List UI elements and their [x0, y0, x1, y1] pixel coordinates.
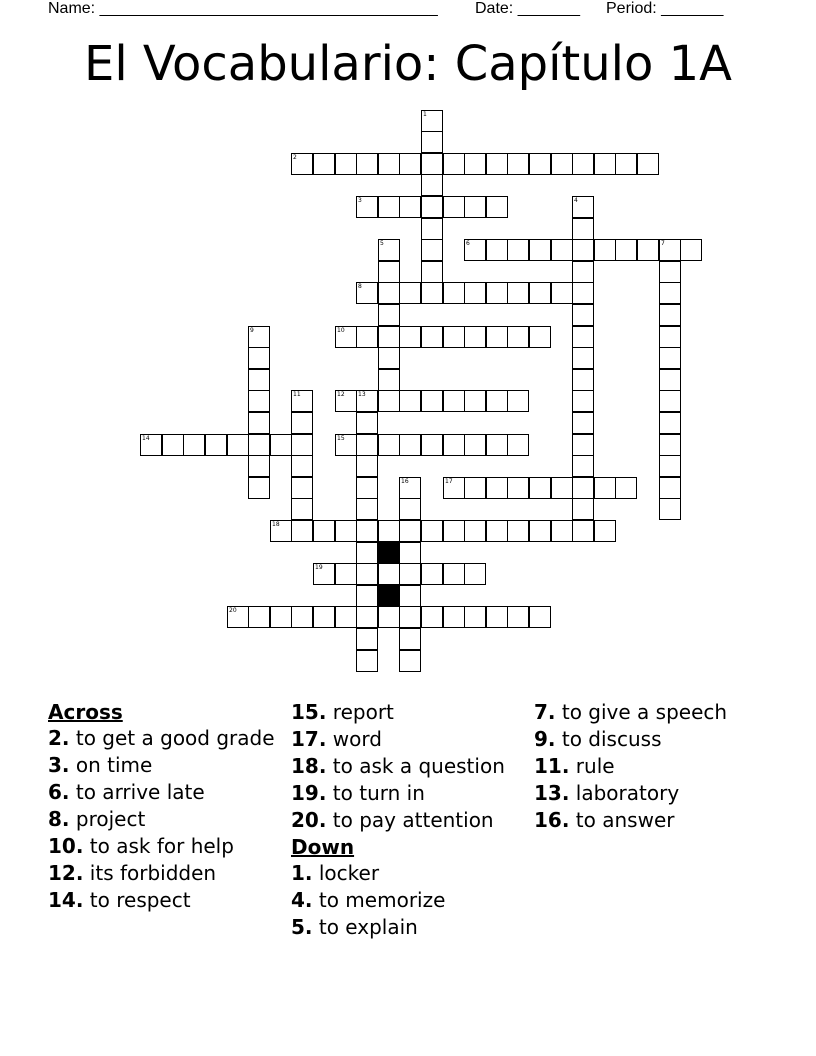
crossword-cell[interactable] [529, 153, 551, 175]
crossword-cell[interactable] [421, 153, 443, 175]
clue-item [291, 700, 526, 724]
crossword-cell[interactable] [486, 196, 508, 218]
crossword-cell[interactable] [659, 434, 681, 456]
crossword-cell[interactable] [659, 304, 681, 326]
crossword-cell[interactable] [507, 326, 529, 348]
clue-number: 17 [445, 478, 453, 485]
crossword-cell[interactable] [507, 520, 529, 542]
crossword-cell[interactable] [615, 477, 637, 499]
crossword-cell[interactable] [335, 563, 357, 585]
clue-number: 8 [358, 283, 362, 290]
crossword-cell[interactable] [421, 282, 443, 304]
crossword-cell[interactable] [486, 326, 508, 348]
crossword-cell[interactable] [464, 606, 486, 628]
crossword-cell[interactable] [659, 455, 681, 477]
crossword-cell[interactable] [248, 455, 270, 477]
crossword-cell[interactable] [291, 455, 313, 477]
clue-item [291, 754, 526, 778]
crossword-cell[interactable] [572, 326, 594, 348]
date-field[interactable]: Date: _______ [475, 0, 580, 17]
crossword-cell[interactable] [356, 606, 378, 628]
crossword-cell[interactable] [594, 477, 616, 499]
crossword-cell[interactable] [443, 434, 465, 456]
clue-number-label: 1. [291, 861, 313, 885]
crossword-cell[interactable] [464, 390, 486, 412]
clue-text: its forbidden [83, 861, 217, 885]
crossword-cell[interactable] [378, 563, 400, 585]
crossword-cell[interactable] [615, 239, 637, 261]
crossword-cell[interactable] [659, 239, 681, 261]
clue-column-3 [534, 700, 774, 835]
crossword-cell[interactable] [507, 477, 529, 499]
crossword-cell[interactable] [507, 239, 529, 261]
crossword-cell[interactable] [464, 153, 486, 175]
crossword-cell[interactable] [313, 520, 335, 542]
crossword-cell[interactable] [378, 282, 400, 304]
crossword-cell[interactable] [421, 326, 443, 348]
clue-text: to ask for help [83, 834, 234, 858]
clue-item [48, 753, 278, 777]
clue-number-label: 12. [48, 861, 84, 885]
clue-number-label: 3. [48, 753, 70, 777]
crossword-cell[interactable] [291, 434, 313, 456]
crossword-cell[interactable] [551, 153, 573, 175]
clue-number-label: 19. [291, 781, 327, 805]
crossword-cell[interactable] [291, 606, 313, 628]
crossword-cell[interactable] [486, 477, 508, 499]
clue-text: to get a good grade [69, 726, 275, 750]
crossword-cell[interactable] [378, 369, 400, 391]
crossword-cell[interactable] [443, 606, 465, 628]
crossword-cell[interactable] [399, 628, 421, 650]
crossword-cell[interactable] [572, 498, 594, 520]
crossword-cell[interactable] [572, 239, 594, 261]
crossword-cell[interactable] [248, 412, 270, 434]
clue-number-label: 8. [48, 807, 70, 831]
crossword-cell[interactable] [421, 131, 443, 153]
crossword-cell[interactable] [248, 347, 270, 369]
clue-text: to memorize [312, 888, 446, 912]
crossword-cell[interactable] [507, 606, 529, 628]
page-title: El Vocabulario: Capítulo 1A [83, 36, 733, 92]
crossword-cell[interactable] [572, 347, 594, 369]
clue-item [291, 808, 526, 832]
clue-heading-down: Down [291, 835, 355, 859]
crossword-cell[interactable] [270, 520, 292, 542]
clue-text: to turn in [326, 781, 425, 805]
crossword-cell[interactable] [356, 542, 378, 564]
clue-item [48, 861, 278, 885]
crossword-cell[interactable] [594, 239, 616, 261]
crossword-cell[interactable] [594, 520, 616, 542]
crossword-cell[interactable] [356, 196, 378, 218]
crossword-cell[interactable] [443, 520, 465, 542]
clue-number: 5 [380, 240, 384, 247]
crossword-cell[interactable] [421, 174, 443, 196]
crossword-cell[interactable] [464, 196, 486, 218]
clue-number: 14 [142, 435, 150, 442]
clue-number: 10 [337, 327, 345, 334]
crossword-cell[interactable] [507, 153, 529, 175]
black-square [378, 585, 400, 607]
crossword-cell[interactable] [378, 196, 400, 218]
crossword-cell[interactable] [551, 477, 573, 499]
clue-number: 16 [401, 478, 409, 485]
crossword-cell[interactable] [291, 153, 313, 175]
crossword-cell[interactable] [399, 326, 421, 348]
clue-item [48, 780, 278, 804]
crossword-cell[interactable] [421, 239, 443, 261]
crossword-cell[interactable] [486, 390, 508, 412]
clue-number: 18 [272, 521, 280, 528]
clue-text: laboratory [569, 781, 680, 805]
crossword-cell[interactable] [378, 304, 400, 326]
crossword-cell[interactable] [378, 434, 400, 456]
crossword-cell[interactable] [335, 326, 357, 348]
period-field[interactable]: Period: _______ [606, 0, 724, 17]
crossword-cell[interactable] [205, 434, 227, 456]
clue-item [291, 915, 526, 939]
clue-number: 9 [250, 327, 254, 334]
crossword-cell[interactable] [659, 261, 681, 283]
crossword-cell[interactable] [291, 498, 313, 520]
clue-number-label: 13. [534, 781, 570, 805]
crossword-cell[interactable] [659, 369, 681, 391]
clue-text: on time [69, 753, 153, 777]
crossword-cell[interactable] [572, 390, 594, 412]
clue-number-label: 20. [291, 808, 327, 832]
clue-item [534, 727, 774, 751]
crossword-cell[interactable] [335, 520, 357, 542]
crossword-cell[interactable] [637, 239, 659, 261]
clue-item [534, 781, 774, 805]
clue-item [534, 808, 774, 832]
crossword-cell[interactable] [486, 520, 508, 542]
crossword-cell[interactable] [507, 434, 529, 456]
crossword-cell[interactable] [291, 520, 313, 542]
clue-number-label: 5. [291, 915, 313, 939]
clue-number-label: 11. [534, 754, 570, 778]
crossword-cell[interactable] [680, 239, 702, 261]
crossword-cell[interactable] [572, 412, 594, 434]
crossword-cell[interactable] [464, 282, 486, 304]
crossword-cell[interactable] [378, 239, 400, 261]
clue-text: to give a speech [555, 700, 728, 724]
clue-item [48, 834, 278, 858]
crossword-cell[interactable] [227, 606, 249, 628]
crossword-cell[interactable] [486, 239, 508, 261]
crossword-cell[interactable] [399, 390, 421, 412]
crossword-cell[interactable] [399, 585, 421, 607]
crossword-cell[interactable] [335, 390, 357, 412]
crossword-cell[interactable] [659, 326, 681, 348]
crossword-cell[interactable] [421, 218, 443, 240]
clue-text: locker [312, 861, 380, 885]
crossword-cell[interactable] [399, 196, 421, 218]
crossword-cell[interactable] [572, 282, 594, 304]
crossword-cell[interactable] [551, 282, 573, 304]
crossword-cell[interactable] [443, 477, 465, 499]
clue-number: 2 [293, 154, 297, 161]
crossword-cell[interactable] [659, 282, 681, 304]
clue-number-label: 7. [534, 700, 556, 724]
crossword-cell[interactable] [594, 153, 616, 175]
black-square [378, 542, 400, 564]
clue-text: to arrive late [69, 780, 205, 804]
crossword-cell[interactable] [464, 477, 486, 499]
clue-text: to respect [83, 888, 191, 912]
clue-item [291, 888, 526, 912]
crossword-cell[interactable] [529, 477, 551, 499]
crossword-cell[interactable] [572, 153, 594, 175]
clue-number: 20 [229, 607, 237, 614]
crossword-cell[interactable] [443, 563, 465, 585]
clue-column-2 [291, 700, 526, 942]
crossword-cell[interactable] [551, 239, 573, 261]
clue-number-label: 14. [48, 888, 84, 912]
clue-number: 3 [358, 197, 362, 204]
clue-number: 19 [315, 564, 323, 571]
clue-number: 12 [337, 391, 345, 398]
clue-number-label: 15. [291, 700, 327, 724]
clue-item [48, 888, 278, 912]
crossword-cell[interactable] [572, 455, 594, 477]
clue-text: to answer [569, 808, 675, 832]
crossword-cell[interactable] [356, 563, 378, 585]
crossword-cell[interactable] [378, 520, 400, 542]
crossword-cell[interactable] [378, 153, 400, 175]
crossword-cell[interactable] [270, 606, 292, 628]
crossword-cell[interactable] [615, 153, 637, 175]
crossword-cell[interactable] [399, 434, 421, 456]
crossword-cell[interactable] [529, 282, 551, 304]
crossword-cell[interactable] [399, 153, 421, 175]
clue-item [534, 700, 774, 724]
crossword-cell[interactable] [378, 347, 400, 369]
crossword-cell[interactable] [270, 434, 292, 456]
crossword-cell[interactable] [399, 542, 421, 564]
clue-item [291, 727, 526, 751]
crossword-cell[interactable] [227, 434, 249, 456]
crossword-cell[interactable] [399, 563, 421, 585]
crossword-cell[interactable] [443, 282, 465, 304]
clue-number-label: 2. [48, 726, 70, 750]
crossword-cell[interactable] [356, 282, 378, 304]
crossword-cell[interactable] [248, 326, 270, 348]
crossword-cell[interactable] [399, 650, 421, 672]
crossword-cell[interactable] [421, 390, 443, 412]
crossword-cell[interactable] [356, 477, 378, 499]
crossword-cell[interactable] [356, 153, 378, 175]
clue-item [48, 726, 278, 750]
crossword-cell[interactable] [443, 390, 465, 412]
crossword-cell[interactable] [356, 585, 378, 607]
clue-item [48, 807, 278, 831]
crossword-cell[interactable] [335, 153, 357, 175]
crossword-cell[interactable] [507, 390, 529, 412]
crossword-cell[interactable] [291, 477, 313, 499]
crossword-cell[interactable] [335, 606, 357, 628]
name-field[interactable]: Name: ______________________________________ [48, 0, 438, 17]
clue-number-label: 4. [291, 888, 313, 912]
crossword-cell[interactable] [529, 606, 551, 628]
crossword-cell[interactable] [378, 261, 400, 283]
clue-number: 15 [337, 435, 345, 442]
clue-number-label: 9. [534, 727, 556, 751]
crossword-cell[interactable] [356, 628, 378, 650]
crossword-cell[interactable] [356, 520, 378, 542]
clue-number-label: 18. [291, 754, 327, 778]
crossword-cell[interactable] [313, 153, 335, 175]
crossword-cell[interactable] [248, 606, 270, 628]
crossword-cell[interactable] [464, 563, 486, 585]
crossword-cell[interactable] [399, 498, 421, 520]
crossword-cell[interactable] [399, 606, 421, 628]
crossword-cell[interactable] [183, 434, 205, 456]
clue-number-label: 16. [534, 808, 570, 832]
crossword-cell[interactable] [421, 520, 443, 542]
clue-text: word [326, 727, 382, 751]
crossword-cell[interactable] [421, 606, 443, 628]
clue-text: rule [569, 754, 615, 778]
crossword-cell[interactable] [399, 477, 421, 499]
crossword-cell[interactable] [659, 412, 681, 434]
clue-number: 11 [293, 391, 301, 398]
crossword-cell[interactable] [421, 434, 443, 456]
crossword-cell[interactable] [291, 390, 313, 412]
clue-item [534, 754, 774, 778]
clue-number: 1 [423, 111, 427, 118]
crossword-cell[interactable] [248, 369, 270, 391]
crossword-cell[interactable] [572, 434, 594, 456]
crossword-cell[interactable] [464, 520, 486, 542]
crossword-cell[interactable] [140, 434, 162, 456]
crossword-cell[interactable] [291, 412, 313, 434]
crossword-cell[interactable] [421, 563, 443, 585]
crossword-cell[interactable] [356, 650, 378, 672]
crossword-cell[interactable] [529, 520, 551, 542]
crossword-cell[interactable] [486, 434, 508, 456]
clue-text: to explain [312, 915, 418, 939]
crossword-cell[interactable] [637, 153, 659, 175]
clue-number-label: 17. [291, 727, 327, 751]
crossword-cell[interactable] [507, 282, 529, 304]
crossword-cell[interactable] [356, 498, 378, 520]
crossword-cell[interactable] [399, 520, 421, 542]
crossword-cell[interactable] [572, 520, 594, 542]
crossword-cell[interactable] [529, 326, 551, 348]
crossword-cell[interactable] [356, 455, 378, 477]
crossword-cell[interactable] [248, 434, 270, 456]
clue-text: project [69, 807, 146, 831]
crossword-cell[interactable] [572, 261, 594, 283]
crossword-cell[interactable] [421, 261, 443, 283]
clue-number: 13 [358, 391, 366, 398]
crossword-cell[interactable] [486, 606, 508, 628]
crossword-cell[interactable] [443, 196, 465, 218]
crossword-cell[interactable] [529, 239, 551, 261]
crossword-cell[interactable] [399, 282, 421, 304]
crossword-cell[interactable] [572, 477, 594, 499]
crossword-cell[interactable] [572, 218, 594, 240]
crossword-cell[interactable] [378, 390, 400, 412]
clue-number: 7 [661, 240, 665, 247]
clue-number-label: 10. [48, 834, 84, 858]
crossword-cell[interactable] [659, 347, 681, 369]
crossword-cell[interactable] [421, 110, 443, 132]
crossword-cell[interactable] [551, 520, 573, 542]
crossword-cell[interactable] [464, 326, 486, 348]
crossword-cell[interactable] [356, 326, 378, 348]
clue-number-label: 6. [48, 780, 70, 804]
crossword-cell[interactable] [313, 606, 335, 628]
crossword-cell[interactable] [443, 326, 465, 348]
crossword-cell[interactable] [572, 369, 594, 391]
crossword-cell[interactable] [356, 390, 378, 412]
crossword-cell[interactable] [356, 434, 378, 456]
clue-number: 6 [466, 240, 470, 247]
crossword-cell[interactable] [464, 239, 486, 261]
crossword-cell[interactable] [659, 390, 681, 412]
crossword-cell[interactable] [572, 196, 594, 218]
crossword-cell[interactable] [248, 477, 270, 499]
clue-heading-across: Across [48, 700, 123, 724]
crossword-cell[interactable] [572, 304, 594, 326]
crossword-cell[interactable] [443, 153, 465, 175]
crossword-cell[interactable] [378, 606, 400, 628]
clue-text: report [326, 700, 394, 724]
crossword-cell[interactable] [335, 434, 357, 456]
crossword-cell[interactable] [313, 563, 335, 585]
crossword-cell[interactable] [356, 412, 378, 434]
crossword-cell[interactable] [162, 434, 184, 456]
crossword-cell[interactable] [248, 390, 270, 412]
crossword-cell[interactable] [464, 434, 486, 456]
crossword-cell[interactable] [659, 477, 681, 499]
clue-column-1 [48, 700, 278, 915]
crossword-cell[interactable] [378, 326, 400, 348]
crossword-cell[interactable] [486, 153, 508, 175]
clue-text: to ask a question [326, 754, 505, 778]
crossword-cell[interactable] [421, 196, 443, 218]
crossword-cell[interactable] [486, 282, 508, 304]
clue-item [291, 861, 526, 885]
clue-text: to discuss [555, 727, 662, 751]
clue-text: to pay attention [326, 808, 494, 832]
clue-number: 4 [574, 197, 578, 204]
clue-item [291, 781, 526, 805]
crossword-cell[interactable] [659, 498, 681, 520]
